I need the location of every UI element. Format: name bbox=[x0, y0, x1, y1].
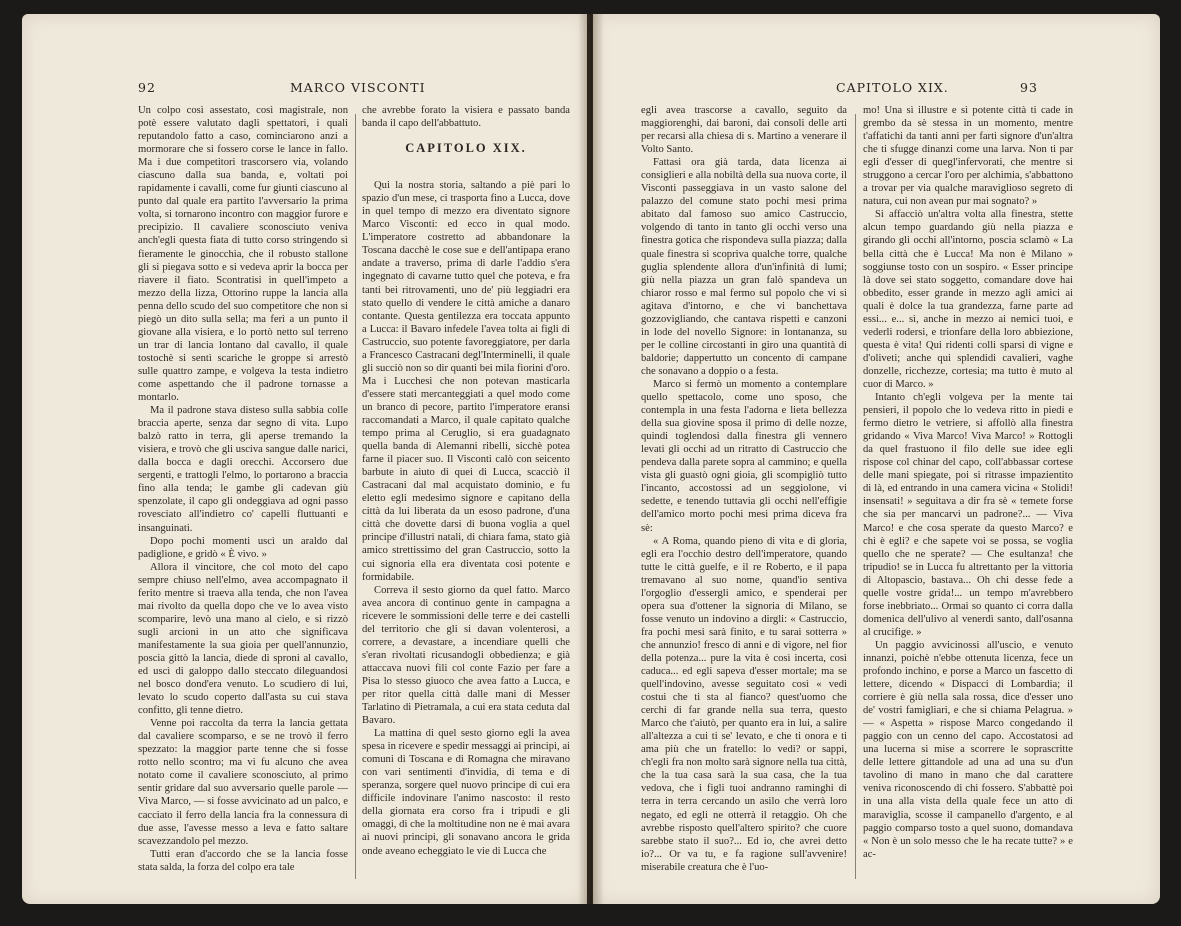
paragraph: Marco si fermò un momento a contemplare quello spettacolo, come uno sposo, che contempla in una festa l'adorna e lieta bellezza della sua giovine sposa il primo dì delle nozze, quindi toglendosi dalla finestra gli vennero levati gli occhi ad un ritratto di Castruccio che pendeva dalla parete sopra al cammino; e quella vista gli guastò ogni gioia, gli scompigliò tutto l'incanto, accostossi ad un seggiolone, vi sedette, e tenendo tuttavia gli occhi nell'effigie dell'amico morto pochi mesi prima diceva fra sè: bbox=[641, 378, 847, 534]
paragraph: La mattina di quel sesto giorno egli la avea spesa in ricevere e spedir messaggi ai principi, ai comuni di Toscana e di Romagna che miravano con vari sentimenti d'invidia, di tema e di speranza, sorgere quel nuovo principe di cui era difficile indovinare l'animo nascosto: il resto della giornata era corso fra i tripudi e gli omaggi, di che la moltitudine non ne è mai avara ai nuovi principi, gli sonavano ancora le grida onde aveano echeggiato le vie di Lucca che bbox=[362, 728, 570, 857]
left-page-number: 92 bbox=[138, 80, 156, 95]
book-gutter bbox=[578, 14, 604, 904]
paragraph: Un colpo così assestato, così magistrale, non potè essere valutato dagli spettatori, i quali reputandolo fatto a caso, cominciarono anzi a mormorare che si fossero corse le lance in fallo. Ma i due competitori trascorsero via, volando ciascuno dalla sua banda, e, voltati poi rapidamente i cavalli, come fur giunti ciascuno al punto dal quale era partito l'avversario la prima volta, si tornarono incontro con maggior furore e precipizio. Il cavaliere sconosciuto veniva anch'egli questa fiata di tutto corso stringendo sì fieramente le ginocchia, che il robusto stallone gli si piegava sotto e si vedeva aprir la bocca per riavere il fiato. Scontratisi in quell'impeto a mezzo della lizza, Ottorino ruppe la lancia alla penna dello scudo del suo competitore che non si piegò un dito sulla sella; ma ferì a un punto il giovane alla visiera, e lo portò netto sul terreno un trar di lancia lontano dal cavallo, il quale tostochè si sentì scariche le groppe si arrestò sulle quattro zampe, e volgeva la testa indietro come aspettando che il padrone tornasse a montarlo. bbox=[138, 105, 348, 404]
paragraph: Tutti eran d'accordo che se la lancia fosse stata salda, la forza del colpo era tale bbox=[138, 848, 348, 873]
paragraph: che avrebbe forato la visiera e passato banda banda il capo dell'abbattuto. bbox=[362, 105, 570, 130]
left-running-head: MARCO VISCONTI bbox=[290, 80, 426, 95]
paragraph: « A Roma, quando pieno di vita e di gloria, egli era l'occhio destro dell'imperatore, quando tutte le città guelfe, e il re Roberto, e il papa tremavano al suo nome, quand'io sentiva l'orgoglio d'essergli amico, e spenderai per opera sua d'ottener la signoria di Milano, se fosse venuto un indovino a dirgli: « Castruccio, fra pochi mesi sarà finito, e tu sarai sotterra » che annunzio! fresco di anni e di vigore, nel fior della potenza... pure la vita è così incerta, così caduca... ed egli sapeva d'esser mortale; ma se quell'indovino, avesse seguitato così « vedi costui che ti sta al fianco? quest'uomo che cerchi di far grande nella sua terra, questo Marco che t'aiutò, per quanto era in lui, a salire all'altezza a cui ti se' levato, e che ti onora e ti ama più che un fratello: lo vedi? or sappi, ch'egli fra non molto sarà signore nella tua città, che la tua casa sarà la sua casa, che la tua vedova, che i figli tuoi andranno raminghi di terra in terra cercando un asilo che verrà loro negato, ed egli ne otterrà il retaggio. Oh che avrebbe risposto quell'altero spirito? che cuore sarebbe stato il suo?... Ed io, che avrei detto io?... Or va tu, e fa ragione sull'avvenire! miserabile creatura che è l'uo- bbox=[641, 535, 847, 873]
paragraph: Qui la nostra storia, saltando a piè pari lo spazio d'un mese, ci trasporta fino a Lucca, dove in quel tempo di mezzo era diventato signore Marco Visconti: ed ecco in qual modo. L'imperatore costretto ad abbandonare la Toscana dacchè le cose sue e dell'antipapa erano andate a traverso, prima di darle l'addio s'era ingegnato di cavarne tutto quel che poteva, e fra tanti bei ritrovamenti, uno de' più leggiadri era stato quello di vendere le città amiche a danaro contante. Questa gentilezza era toccata appunto a Lucca: il Bavaro infedele l'avea tolta ai figli di Castruccio, suo potente favoreggiatore, per darla a Francesco Castracani degl'Interminelli, il quale gli succiò non so dir quanti bei mila fiorini d'oro. Ma i Lucchesi che non potevan masticarla d'essere stati mercanteggiati a quel modo come un branco di pecore, partito l'imperatore eransi raccomandati a Marco, il quale capitato qualche tempo prima al Ceruglio, si era guadagnato quella banda di Alemanni ribelli, sicchè potea farne il piacer suo. Il Visconti calò con seicento barbute in aiuto di quei di Lucca, scacciò il Castracani dal mal acquistato dominio, e fu eletto egli medesimo signore e capitano della città da lui liberata da un esoso padrone, d'una città che dovette darsi di buona voglia a quel principe d'illustri natali, di chiara fama, stato già amico strettissimo del gran Castruccio, sotto la cui signoria ella era diventata così potente e formidabile. bbox=[362, 180, 570, 583]
right-running-head: CAPITOLO XIX. bbox=[836, 80, 949, 95]
right-column-2 bbox=[863, 104, 1073, 894]
paragraph: Venne poi raccolta da terra la lancia gettata dal cavaliere scomparso, e se ne trovò il ferro spezzato: la maggior parte tenne che si fosse rotto nello scontro; ma vi fu alcuno che avea notato come il cavaliere sconosciuto, al primo sentir gridare dal suo avversario quelle parole — Viva Marco, — si fosse avvicinato ad un palco, e cacciato il ferro della lancia fra la connessura di due asse, l'avesse messo a leva e fatto saltare scavezzandolo pel mezzo. bbox=[138, 718, 348, 847]
left-column-1 bbox=[138, 104, 348, 894]
right-page-number: 93 bbox=[1020, 80, 1038, 95]
paragraph: Intanto ch'egli volgeva per la mente tai pensieri, il popolo che lo vedeva ritto in piedi e fermo dietro le vetriere, si affollò alla finestra gridando « Viva Marco! Viva Marco! » Rottogli da quel frastuono il filo delle sue idee egli rispose col chinar del capo, coll'abbassar cortese delle mani spiegate, poi si ritrasse impazientito di là, ed entrando in una camera vicina « Stolidi! insensati! » seguitava a dir fra sè « temete forse che sia per mancarvi un padrone?... — Viva Marco! e che cosa sperate da questo Marco? e chi è egli? e che sapete voi se possa, se voglia quello che ne sperate? — Che esultanza! che tripudio! se in Lucca fu altrettanto per la vittoria di Altopascio, bastava... Oh chi desse fede a quelle vostre grida!... un tempo m'avrebbero forse inebbriato... Ormai so quanto ci corra dalla domenica dell'ulivo al venerdì santo, dall'osanna al crucifige. » bbox=[863, 392, 1073, 638]
paragraph: Fattasi ora già tarda, data licenza ai consiglieri e alla nobiltà della sua nuova corte, il Visconti passeggiava in un vasto salone del palazzo del comune stato pochi mesi prima abitato dal famoso suo amico Castruccio, volgendo di tanto in tanto gli occhi verso una finestra gotica che rispondeva sulla piazza; dalla quale finestra si scopriva qualche torre, qualche guglia splendente allora d'un'infinità di lumi; giù nella piazza un gran falò spandeva un chiaror rosso e mal fermo sul popolo che vi si agitava d'intorno, e che vi banchettava gozzovigliando, che cantava rispetti e canzoni in lode del novello Signore: in lontananza, su per le colline circostanti in giro una quantità di baldorie; dappertutto un concento di campane che sonavano a doppio o a festa. bbox=[641, 157, 847, 377]
chapter-title: CAPITOLO XIX. bbox=[405, 141, 527, 156]
paragraph: Ma il padrone stava disteso sulla sabbia colle braccia aperte, senza dar segno di vita. Lupo balzò ratto in terra, gli aperse tremando la visiera, e trovò che gli usciva sangue dalle narici, dalla bocca e dagli orecchi. Accorsero due sergenti, e trattogli l'elmo, lo portarono a braccia fino alla tenda; le gambe gli cadevan giù spenzolate, il capo gli ondeggiava ad ogni passo rovesciato all'indietro co' capelli fluttuanti e insanguinati. bbox=[138, 405, 348, 534]
column-rule bbox=[355, 114, 356, 879]
paragraph: Si affacciò un'altra volta alla finestra, stette alcun tempo guardando giù nella piazza e girando gli occhi all'intorno, poscia sclamò « La bella città che è Lucca! Ma non è Milano » soggiunse tosto con un sospiro. « Esser principe là dove sei stato soggetto, comandare dove hai obbedito, esser grande in mezzo agli amici ai quali è dolce la tua grandezza, farne parte ad essi... e... sì, anche in mezzo ai nemici tuoi, e vederli rodersi, e trionfare della loro abbiezione, questa è vita! Qui ridenti colli sparsi di vigne e d'oliveti; anche qui splendidi cavalieri, vaghe donzelle, ricchezze, cortesia; ma tutto è muto al cuor di Marco. » bbox=[863, 209, 1073, 390]
paragraph: Allora il vincitore, che col moto del capo sempre chiuso nell'elmo, avea accompagnato il ferito mentre si traeva alla tenda, che non l'avea mai rivolto da quella dopo che ve lo avea visto scomparire, levò una mano al cielo, e si rizzò sugli arcioni in un atto che significava manifestamente la sua gioia per quell'annunzio, poscia gittò la lancia, diede di sproni al cavallo, ed uscì di galoppo dallo steccato dileguandosi nel bosco dond'era venuto. Lo scudiero di lui, levato lo scudo coperto dall'asta su cui stava confitto, gli tenne dietro. bbox=[138, 561, 348, 717]
left-column-2 bbox=[362, 104, 570, 894]
paragraph: Un paggio avvicinossi all'uscio, e venuto innanzi, poichè n'ebbe ottenuta licenza, fece un profondo inchino, e porse a Marco un fascetto di lettere, dicendo « Dispacci di Lombardia; il corriere è giù nella sala rossa, dice d'esser uno de' vostri famigliari, e che si chiama Pelagrua. » — « Aspetta » rispose Marco congedando il paggio con un cenno del capo. Accostatosi ad una lucerna si mise a scorrere le soprascritte delle lettere gittandole ad una ad una su d'un tavolino di mano in mano che dal carattere veniva riconoscendo di chi fossero. S'abbattè poi in una alla vista della quale fece un atto di maraviglia, scosse il campanello d'argento, e al paggio comparso tosto a quel suono, domandava « Non è un solo messo che le ha recate tutte? » e ac- bbox=[863, 639, 1073, 860]
paragraph: egli avea trascorse a cavallo, seguito da maggiorenghi, dai baroni, dai consoli delle arti per recarsi alla chiesa di s. Martino a venerare il Volto Santo. bbox=[641, 105, 847, 156]
open-book bbox=[22, 14, 1160, 912]
paragraph: Correva il sesto giorno da quel fatto. Marco avea ancora di continuo gente in campagna a ricevere le sommissioni delle terre e dei castelli del territorio che gli si davan volenterosi, a correre, a devastare, a incendiare quelli che s'eran rivoltati ricusandogli obbedienza; e già attaccava nuovi fili col conte Fazio per fare a Pisa lo stesso giuoco che avea fatto a Lucca, e per ritor quella città dalle mani di Messer Tarlatino di Pietramala, a cui era stata ceduta dal Bavaro. bbox=[362, 584, 570, 727]
paragraph: mo! Una sì illustre e sì potente città ti cade in grembo da sè stessa in un momento, mentre t'affatichi da tanti anni per farti signore d'un'altra che ti sfugge dinanzi come una larva. Non ti par egli d'esser di quegl'infervorati, che mentre si struggono a cercar l'oro per alchimia, s'abbattono a trovar per via qualche maraviglioso segreto di natura, cui non avean pur mai sognato? » bbox=[863, 105, 1073, 208]
paragraph: Dopo pochi momenti uscì un araldo dal padiglione, e gridò « È vivo. » bbox=[138, 535, 348, 560]
column-rule bbox=[855, 114, 856, 879]
right-page bbox=[593, 14, 1160, 904]
left-page bbox=[22, 14, 587, 904]
right-column-1 bbox=[641, 104, 847, 894]
